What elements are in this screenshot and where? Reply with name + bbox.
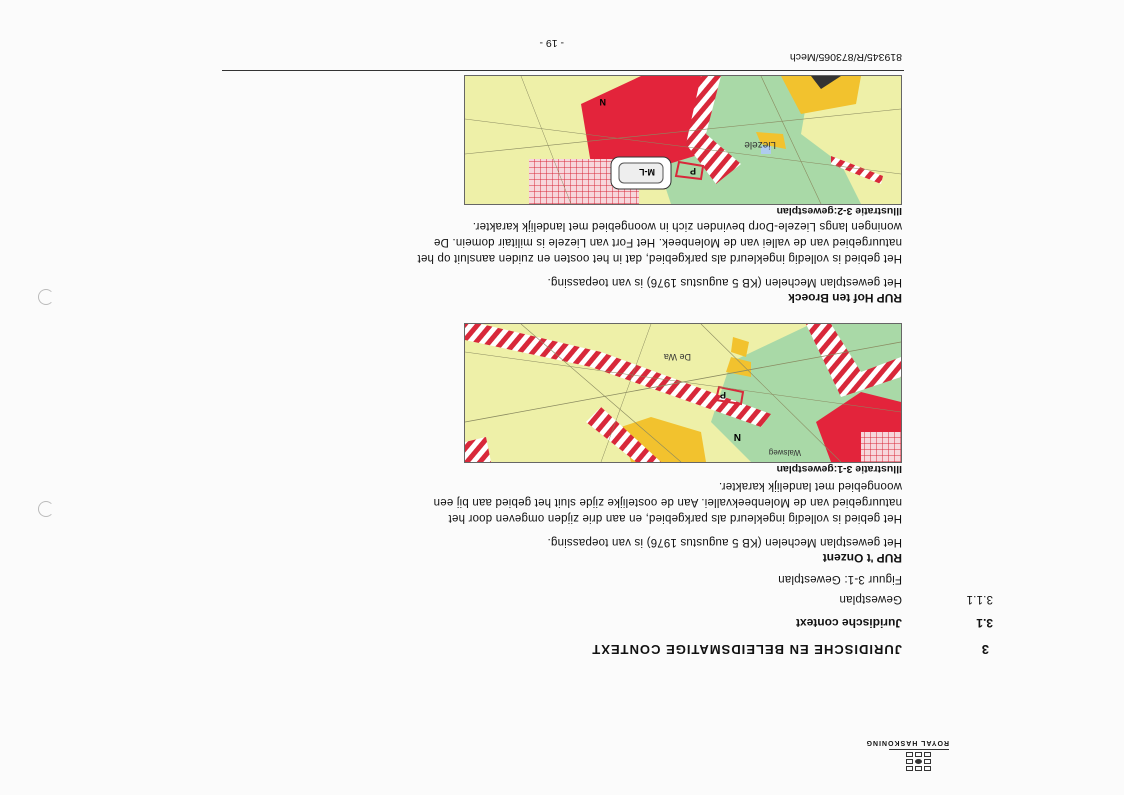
rup2-body-line: Het gebied is volledig ingekleurd als parkgebied, dat in het oosten en zuiden aansluit op het <box>417 252 902 264</box>
brand-name: ROYAL HASKONING <box>865 739 949 746</box>
rup1-body-line: Het gebied is volledig ingekleurd als parkgebied, en aan drie zijden omgeven door het <box>448 512 902 524</box>
rup1-body-line: woongebied met landelijk karakter. <box>718 480 902 492</box>
royal-haskoning-logo <box>829 739 949 771</box>
punch-hole-mark <box>38 289 54 305</box>
map1-label-road: Walsweg <box>768 448 801 457</box>
logo-grid-icon <box>829 752 931 771</box>
figure-caption: Figuur 3-1: Gewestplan <box>778 573 902 585</box>
rup1-body <box>212 478 902 526</box>
map2-label-fort: M-L <box>639 167 655 177</box>
subsection-number: 3.1.1 <box>966 593 993 605</box>
rup2-title: RUP Hof ten Broeck <box>788 291 902 305</box>
map1-label-n: N <box>733 431 741 442</box>
rup2-body-line: woningen langs Liezele-Dorp bevinden zich in woongebied met landelijk karakter. <box>472 220 902 232</box>
illustration-3-1-caption: Illustratie 3-1:gewestplan <box>776 463 902 475</box>
chapter-title: JURIDISCHE EN BELEIDSMATIGE CONTEXT <box>591 642 902 657</box>
illustration-3-2-caption: Illustratie 3-2:gewestplan <box>776 205 902 217</box>
section-number: 3.1 <box>976 616 993 630</box>
map2-label-p: P <box>689 166 696 176</box>
rup2-intro: Het gewestplan Mechelen (KB 5 augustus 1976) is van toepassing. <box>547 276 902 288</box>
map1-label-p: P <box>719 390 726 400</box>
footer-page-number: - 19 - <box>539 37 564 49</box>
rup2-body-line: natuurgebied van de vallei van de Molenbeek. Het Fort van Liezele is militair domein. De <box>433 236 902 248</box>
footer-divider <box>222 70 904 71</box>
rup1-intro: Het gewestplan Mechelen (KB 5 augustus 1976) is van toepassing. <box>547 536 902 548</box>
rup2-body <box>212 218 902 266</box>
rup1-body-line: natuurgebied van de Molenbeekvallei. Aan de oostelijke zijde sluit het gebied aan bij een <box>433 496 902 508</box>
map1-label-place: De Wa <box>663 352 691 362</box>
footer-reference: 819345/R/873065/Mech <box>789 51 902 63</box>
section-title: Juridische context <box>795 616 902 630</box>
gewestplan-map-2 <box>464 75 902 205</box>
map2-label-n: N <box>599 97 606 107</box>
map2-label-place: Liezele <box>744 139 776 150</box>
punch-hole-mark <box>38 501 54 517</box>
gewestplan-map-1 <box>464 323 902 463</box>
rup1-title: RUP 't Onzent <box>822 551 902 565</box>
subsection-title: Gewestplan <box>839 593 902 605</box>
chapter-number: 3 <box>981 642 989 657</box>
